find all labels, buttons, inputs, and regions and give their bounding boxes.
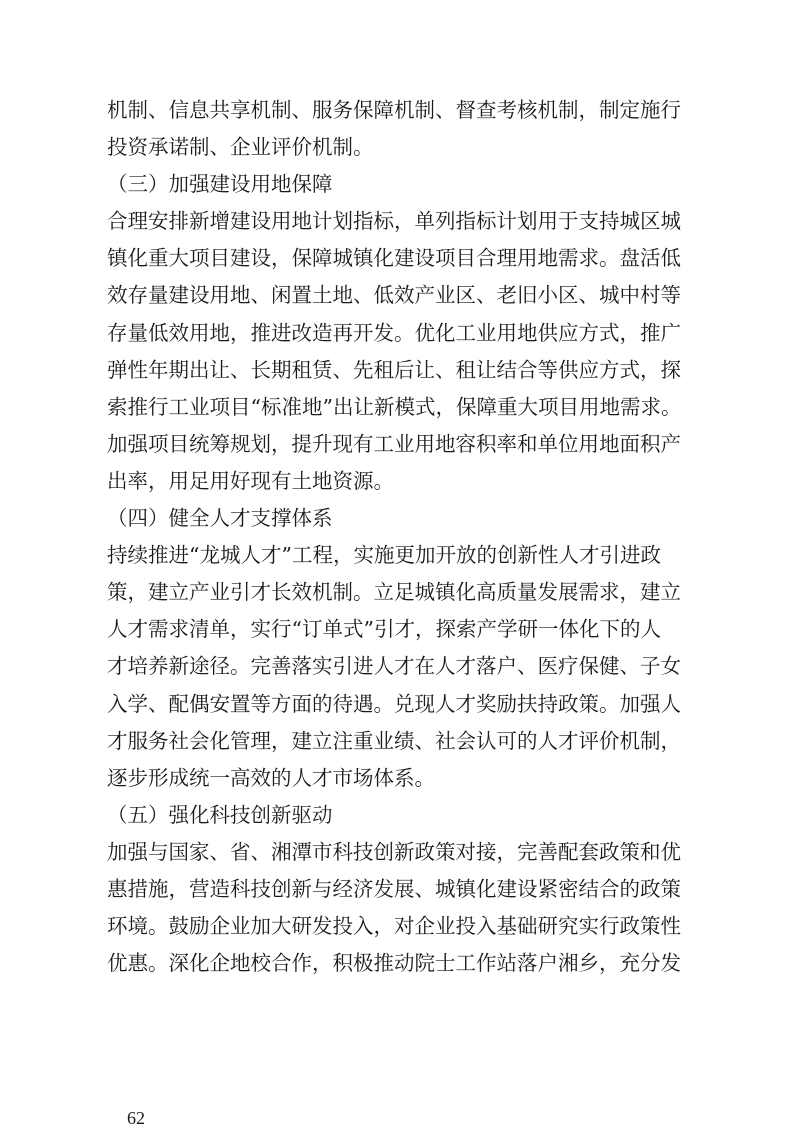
text-line: 才培养新途径。完善落实引进人才在人才落户、医疗保健、子女 xyxy=(107,654,681,679)
text-line: 策，建立产业引才长效机制。立足城镇化高质量发展需求，建立 xyxy=(107,580,681,605)
text-line: 才服务社会化管理，建立注重业绩、社会认可的人才评价机制， xyxy=(107,728,681,753)
page-number: 62 xyxy=(127,1108,145,1128)
text-line: 入学、配偶安置等方面的待遇。兑现人才奖励扶持政策。加强人 xyxy=(107,691,681,716)
text-line: 投资承诺制、企业评价机制。 xyxy=(107,135,374,160)
text-line: 合理安排新增建设用地计划指标，单列指标计划用于支持城区城 xyxy=(107,209,681,234)
text-line: 持续推进“龙城人才”工程，实施更加开放的创新性人才引进政 xyxy=(107,543,661,568)
text-line: 逐步形成统一高效的人才市场体系。 xyxy=(107,765,435,790)
text-line: 索推行工业项目“标准地”出让新模式，保障重大项目用地需求。 xyxy=(107,394,682,419)
text-line: 人才需求清单，实行“订单式”引才，探索产学研一体化下的人 xyxy=(107,617,661,642)
text-line: 环境。鼓励企业加大研发投入，对企业投入基础研究实行政策性 xyxy=(107,914,681,939)
text-line: 镇化重大项目建设，保障城镇化建设项目合理用地需求。盘活低 xyxy=(107,246,681,271)
body-text xyxy=(107,92,707,982)
text-line: 加强与国家、省、湘潭市科技创新政策对接，完善配套政策和优 xyxy=(107,839,681,864)
text-line: 优惠。深化企地校合作，积极推动院士工作站落户湘乡，充分发 xyxy=(107,951,681,976)
text-line: 效存量建设用地、闲置土地、低效产业区、老旧小区、城中村等 xyxy=(107,283,681,308)
section-heading: （四）健全人才支撑体系 xyxy=(107,506,333,531)
section-heading: （三）加强建设用地保障 xyxy=(107,172,333,197)
text-line: 弹性年期出让、长期租赁、先租后让、租让结合等供应方式，探 xyxy=(107,357,681,382)
text-line: 机制、信息共享机制、服务保障机制、督查考核机制，制定施行 xyxy=(107,98,681,122)
text-line: 出率，用足用好现有土地资源。 xyxy=(107,468,394,493)
text-line: 存量低效用地，推进改造再开发。优化工业用地供应方式，推广 xyxy=(107,320,681,345)
text-line: 加强项目统筹规划，提升现有工业用地容积率和单位用地面积产 xyxy=(107,431,681,456)
text-line: 惠措施，营造科技创新与经济发展、城镇化建设紧密结合的政策 xyxy=(107,876,681,901)
section-heading: （五）强化科技创新驱动 xyxy=(107,802,333,827)
